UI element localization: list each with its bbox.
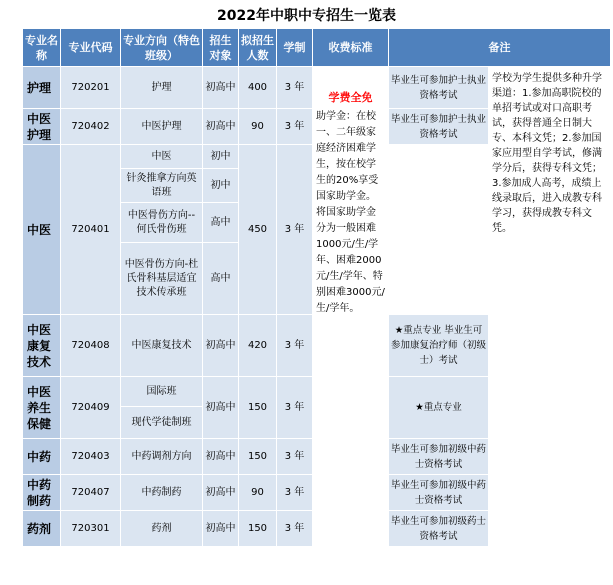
major-direction: 护理 xyxy=(121,67,203,109)
major-direction: 中药制药 xyxy=(121,475,203,511)
major-direction: 中医骨伤方向--何氏骨伤班 xyxy=(121,203,203,243)
fee-free: 学费全免 xyxy=(328,91,373,104)
major-note: 毕业生可参加初级中药士资格考试 xyxy=(389,475,489,511)
major-direction: 药剂 xyxy=(121,511,203,547)
header-target: 招生对象 xyxy=(203,29,239,67)
major-code: 720301 xyxy=(61,511,121,547)
major-target: 初高中 xyxy=(203,511,239,547)
major-name: 中医养生保健 xyxy=(23,377,61,439)
major-code: 720407 xyxy=(61,475,121,511)
major-name: 中医护理 xyxy=(23,109,61,145)
fee-cell xyxy=(313,67,389,377)
major-enroll: 90 xyxy=(239,475,277,511)
header-fee: 收费标准 xyxy=(313,29,389,67)
major-duration: 3 年 xyxy=(277,439,313,475)
major-enroll: 90 xyxy=(239,109,277,145)
major-note: 毕业生可参加初级中药士资格考试 xyxy=(389,439,489,475)
major-code: 720409 xyxy=(61,377,121,439)
major-duration: 3 年 xyxy=(277,475,313,511)
major-name: 药剂 xyxy=(23,511,61,547)
major-direction: 中医康复技术 xyxy=(121,315,203,377)
major-target: 初中 xyxy=(203,145,239,169)
header-enroll: 拟招生人数 xyxy=(239,29,277,67)
major-name: 护理 xyxy=(23,67,61,109)
major-enroll: 400 xyxy=(239,67,277,109)
header-duration: 学制 xyxy=(277,29,313,67)
note-empty xyxy=(389,145,489,315)
major-code: 720402 xyxy=(61,109,121,145)
major-target: 初高中 xyxy=(203,67,239,109)
major-duration: 3 年 xyxy=(277,67,313,109)
header-direction: 专业方向（特色班级） xyxy=(121,29,203,67)
major-duration: 3 年 xyxy=(277,109,313,145)
major-enroll: 420 xyxy=(239,315,277,377)
pathway-note: 学校为学生提供多种升学渠道：1.参加高职院校的单招考试或对口高职考试，获得普通全日制大专、本科文凭；2.参加国家应用型自学考试，修满学分后，获得专科文凭；3.参加成人高考，成绩上线录取后，进入成教专科学习，获得成教专科文凭。 xyxy=(489,67,611,407)
major-duration: 3 年 xyxy=(277,145,313,315)
major-direction: 中医护理 xyxy=(121,109,203,145)
major-target: 初高中 xyxy=(203,439,239,475)
major-enroll: 150 xyxy=(239,377,277,439)
major-note: 毕业生可参加初级药士资格考试 xyxy=(389,511,489,547)
major-enroll: 150 xyxy=(239,511,277,547)
major-name: 中药制药 xyxy=(23,475,61,511)
major-name: 中医 xyxy=(23,145,61,315)
major-duration: 3 年 xyxy=(277,315,313,377)
major-duration: 3 年 xyxy=(277,511,313,547)
major-code: 720401 xyxy=(61,145,121,315)
major-note: 毕业生可参加护士执业资格考试 xyxy=(389,67,489,109)
table-row xyxy=(23,67,611,109)
header-code: 专业代码 xyxy=(61,29,121,67)
major-direction: 中医骨伤方向-杜氏骨科基层适宜技术传承班 xyxy=(121,243,203,315)
major-direction: 中药调剂方向 xyxy=(121,439,203,475)
major-code: 720408 xyxy=(61,315,121,377)
major-target: 初高中 xyxy=(203,109,239,145)
major-target: 初高中 xyxy=(203,377,239,439)
major-code: 720403 xyxy=(61,439,121,475)
major-duration: 3 年 xyxy=(277,377,313,439)
major-code: 720201 xyxy=(61,67,121,109)
major-target: 初高中 xyxy=(203,475,239,511)
enrollment-table xyxy=(22,28,611,547)
major-enroll: 450 xyxy=(239,145,277,315)
major-direction: 国际班 xyxy=(121,377,203,407)
major-target: 初中 xyxy=(203,169,239,203)
fee-detail: 助学金：在校一、二年级家庭经济困难学生，按在校学生的20%享受国家助学金。将国家助学金分为一般困难1000元/生/学年、困难2000元/生/学年、特别困难3000元/生/学年。 xyxy=(316,111,385,314)
major-note: ★重点专业 xyxy=(389,377,489,439)
major-direction: 现代学徒制班 xyxy=(121,407,203,439)
major-enroll: 150 xyxy=(239,439,277,475)
major-target: 高中 xyxy=(203,243,239,315)
page-title: 2022年中职中专招生一览表 xyxy=(217,8,396,24)
major-name: 中医康复技术 xyxy=(23,315,61,377)
major-target: 高中 xyxy=(203,203,239,243)
major-note: 毕业生可参加护士执业资格考试 xyxy=(389,109,489,145)
major-name: 中药 xyxy=(23,439,61,475)
header-row xyxy=(23,29,611,67)
header-note: 备注 xyxy=(389,29,611,67)
header-major: 专业名称 xyxy=(23,29,61,67)
major-target: 初高中 xyxy=(203,315,239,377)
major-direction: 针灸推拿方向英语班 xyxy=(121,169,203,203)
major-direction: 中医 xyxy=(121,145,203,169)
fee-empty xyxy=(313,377,389,547)
major-note: ★重点专业 毕业生可参加康复治疗师（初级士）考试 xyxy=(389,315,489,377)
